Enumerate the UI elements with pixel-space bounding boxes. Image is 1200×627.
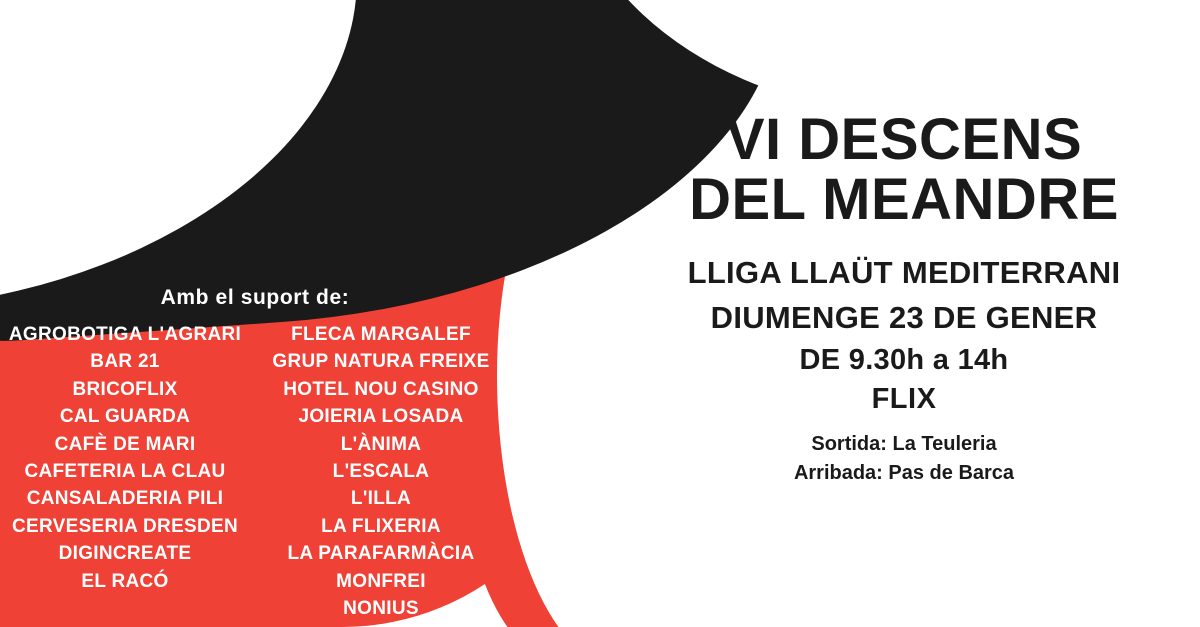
sponsor-item: LA FLIXERIA [321,515,441,537]
sponsor-item: JOIERIA LOSADA [298,406,464,428]
sponsor-item: FLECA MARGALEF [291,324,471,345]
event-place: FLIX [871,383,937,416]
sponsor-item: L'ÀNIMA [340,433,422,455]
sponsor-item: MONFREI [336,570,426,592]
sponsor-item: BAR 21 [90,351,160,373]
sponsor-item: HOTEL NOU CASINO [283,378,479,400]
sponsors-title: Amb el suport de: [160,286,350,309]
sponsor-item: GRUP NATURA FREIXE [272,351,490,373]
sponsors-column-left [6,324,244,620]
sponsor-item: L'ILLA [350,488,412,510]
sponsor-item: BRICOFLIX [72,378,178,400]
event-start-point: Sortida: La Teuleria [811,433,997,456]
sponsor-item: CERVESERIA DRESDEN [11,515,239,537]
event-hours: DE 9.30h a 14h [799,344,1009,377]
sponsor-item: CANSALADERIA PILI [26,488,224,510]
sponsor-item: EL RACÓ [81,570,169,592]
sponsors-columns [0,324,500,620]
sponsors-column-right [262,324,500,620]
event-finish-point: Arribada: Pas de Barca [793,462,1015,485]
sponsor-item: AGROBOTIGA L'AGRARI [8,324,242,345]
sponsor-item: CAFETERIA LA CLAU [24,461,226,483]
sponsor-item: L'ESCALA [332,461,430,483]
event-date: DIUMENGE 23 DE GENER [710,299,1098,335]
sponsor-item: LA PARAFARMÀCIA [287,543,475,565]
event-subtitle: LLIGA LLAÜT MEDITERRANI [687,254,1121,290]
sponsors-section [0,286,500,620]
sponsor-item: NONIUS [343,598,419,620]
sponsor-item: CAFÈ DE MARI [54,433,196,455]
event-title-line-1: VI DESCENS [725,107,1083,172]
event-info [634,107,1174,488]
event-title-line-2: DEL MEANDRE [689,167,1119,233]
sponsor-item: CAL GUARDA [59,406,191,428]
sponsor-item: DIGINCREATE [58,543,192,565]
